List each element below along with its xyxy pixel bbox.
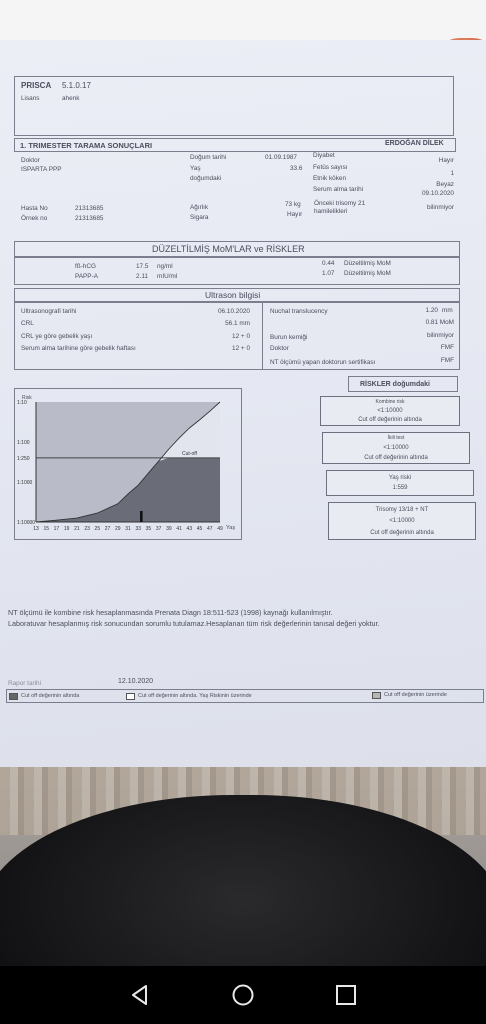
doctor-value: ISPARTA PPP bbox=[21, 166, 62, 173]
mom-row-mom: 1.07 bbox=[322, 270, 335, 277]
chart-x-tick-label: 41 bbox=[176, 526, 182, 532]
chart-x-tick-label: 27 bbox=[104, 526, 111, 532]
report-date-label: Rapor tarihi bbox=[8, 680, 42, 687]
chart-x-tick-label: 47 bbox=[206, 526, 213, 532]
us-doctor-value: FMF bbox=[440, 344, 454, 351]
chart-y-tick-label: 1:250 bbox=[17, 455, 30, 462]
sample-no-value: 21313685 bbox=[75, 215, 104, 222]
chart-y-tick-label: 1:100 bbox=[17, 440, 30, 446]
risk-box-double-test bbox=[322, 432, 470, 464]
mom-row-unit: mIU/ml bbox=[157, 273, 178, 280]
background-lap bbox=[0, 765, 486, 965]
risk-box-status: Cut off değerinin altında bbox=[364, 455, 428, 461]
chart-x-tick-label: 25 bbox=[94, 526, 101, 532]
nasal-value: bilinmiyor bbox=[427, 332, 454, 339]
risks-title: RİSKLER doğumdaki bbox=[360, 381, 431, 388]
chart-y-tick-label: 1:10 bbox=[17, 400, 27, 406]
ga-serum-label: Serum alma tarihine göre gebelik haftası bbox=[21, 345, 136, 352]
chart-x-tick-label: 43 bbox=[186, 526, 193, 532]
navigation-bar bbox=[0, 966, 486, 1024]
ga-crl-label: CRL ye göre gebelik yaşı bbox=[21, 333, 93, 340]
legend-swatch-above bbox=[372, 692, 381, 699]
age-label: Yaş bbox=[190, 165, 201, 172]
risk-box-combined bbox=[320, 396, 460, 426]
section1-doctor: ERDOĞAN DİLEK bbox=[385, 140, 444, 147]
mom-row-value: 2.11 bbox=[136, 273, 148, 280]
chart-x-tick-label: 15 bbox=[43, 526, 50, 532]
mom-row-name: fß-hCG bbox=[75, 263, 96, 270]
section1-title: 1. TRIMESTER TARAMA SONUÇLARI bbox=[20, 141, 153, 150]
footer-note-2: Laboratuvar hesaplanmış risk sonucundan sorumlu tutulamaz.Hesaplanan tüm risk değerlerinin tanısal değeri yoktur. bbox=[8, 619, 380, 628]
serum-date-value: 09.10.2020 bbox=[422, 190, 454, 197]
sample-no-label: Örnek no bbox=[21, 215, 48, 222]
smoking-value: Hayır bbox=[287, 211, 303, 218]
nasal-label: Burun kemiği bbox=[270, 334, 308, 341]
diabetes-value: Hayır bbox=[438, 157, 454, 164]
prev-trisomy-label: Önceki trisomy 21 bbox=[314, 200, 366, 207]
crl-label: CRL bbox=[21, 320, 34, 327]
legend-swatch-below bbox=[9, 693, 18, 700]
nt-mom: 0.81 MoM bbox=[425, 319, 454, 326]
mom-row-unit: ng/ml bbox=[157, 263, 173, 270]
mom-row-mom: 0.44 bbox=[322, 260, 335, 267]
chart-y-tick-label: 1:10000 bbox=[17, 520, 36, 526]
birth-date-label: Doğum tarihi bbox=[190, 154, 227, 161]
birth-date-value: 01.09.1987 bbox=[265, 154, 297, 161]
prev-trisomy-value: bilinmiyor bbox=[427, 204, 454, 211]
fetus-value: 1 bbox=[450, 170, 454, 177]
weight-label: Ağırlık bbox=[190, 204, 209, 211]
mom-row-name: PAPP-A bbox=[75, 273, 98, 280]
chart-x-tick-label: 29 bbox=[114, 526, 121, 532]
fetus-label: Fetüs sayısı bbox=[313, 164, 348, 171]
mom-title: DÜZELTİLMİŞ MoM'LAR ve RİSKLER bbox=[152, 244, 305, 254]
risk-box-status: Cut off değerinin altında bbox=[358, 417, 422, 423]
chart-x-tick-label: 21 bbox=[74, 526, 80, 532]
legend-above: Cut off değerinin üzerinde bbox=[384, 692, 447, 698]
ultrasound-divider bbox=[262, 302, 263, 370]
risk-box-value: <1:10000 bbox=[377, 408, 403, 414]
risk-box-title: Kombine risk bbox=[375, 399, 405, 405]
chart-cutoff-label: Cut-off bbox=[182, 450, 197, 457]
chart-x-tick-label: 35 bbox=[145, 526, 152, 532]
nt-cert-label: NT ölçümü yapan doktorun sertifikası bbox=[270, 359, 376, 366]
ethnic-label: Etnik köken bbox=[313, 175, 347, 182]
weight-value: 73 kg bbox=[285, 201, 301, 208]
crl-value: 56.1 mm bbox=[225, 320, 250, 327]
nt-cert-value: FMF bbox=[440, 357, 454, 364]
us-doctor-label: Doktor bbox=[270, 345, 289, 352]
mom-table bbox=[14, 257, 460, 285]
serum-date-label: Serum alma tarihi bbox=[313, 186, 364, 193]
risk-box-value: <1:10000 bbox=[383, 445, 409, 451]
footer-note-1: NT ölçümü ile kombine risk hesaplanmasında Prenata Diagn 18:511-523 (1998) kaynağı kullanılmıştır. bbox=[8, 608, 333, 617]
ethnic-value: Beyaz bbox=[436, 181, 454, 188]
smoking-label: Sigara bbox=[190, 214, 209, 221]
risk-chart bbox=[14, 388, 242, 540]
home-icon[interactable] bbox=[230, 982, 256, 1008]
prev-trisomy-label2: hamilelikleri bbox=[314, 208, 348, 215]
risk-box-value: <1:10000 bbox=[389, 518, 415, 524]
chart-x-tick-label: 31 bbox=[125, 526, 131, 532]
ultrasound-title: Ultrason bilgisi bbox=[205, 290, 261, 300]
chart-x-tick-label: 33 bbox=[135, 526, 142, 532]
mom-row-mom-label: Düzeltilmiş MoM bbox=[344, 270, 391, 277]
chart-x-tick-label: 17 bbox=[53, 526, 60, 532]
chart-x-tick-label: 19 bbox=[63, 526, 70, 532]
legend-age: Cut off değerinin altında. Yaş Riskinin üzerinde bbox=[138, 693, 252, 699]
chart-xlabel: Yaş bbox=[226, 525, 236, 531]
risk-box-title: İkili test bbox=[387, 435, 405, 441]
chart-x-tick-label: 23 bbox=[84, 526, 90, 532]
risk-box-value: 1:559 bbox=[392, 485, 408, 491]
chart-x-tick-label: 13 bbox=[33, 526, 39, 532]
mom-row-mom-label: Düzeltilmiş MoM bbox=[344, 260, 391, 267]
diabetes-label: Diyabet bbox=[313, 152, 335, 159]
chart-ylabel: Risk bbox=[22, 395, 32, 401]
us-date-label: Ultrasonografi tarihi bbox=[21, 308, 77, 315]
report-date-value: 12.10.2020 bbox=[118, 678, 154, 685]
app-name: PRISCA bbox=[21, 81, 52, 90]
legend-swatch-age bbox=[126, 693, 135, 700]
chart-x-tick-label: 39 bbox=[166, 526, 172, 532]
delivery-label: doğumdaki bbox=[190, 175, 222, 182]
chart-y-tick-label: 1:1000 bbox=[17, 480, 33, 486]
nt-value: 1.20 bbox=[425, 307, 438, 314]
age-value: 33.6 bbox=[290, 165, 303, 172]
nt-label: Nuchal translucency bbox=[270, 308, 328, 315]
chart-x-tick-label: 45 bbox=[196, 526, 203, 532]
us-date-value: 06.10.2020 bbox=[218, 308, 250, 315]
legend-below: Cut off değerinin altında bbox=[21, 693, 80, 699]
risk-box-title: Trisomy 13/18 + NT bbox=[375, 507, 429, 513]
nt-unit: mm bbox=[442, 307, 453, 314]
app-version: 5.1.0.17 bbox=[62, 81, 91, 90]
back-icon[interactable] bbox=[127, 982, 153, 1008]
license-label: Lisans bbox=[21, 95, 40, 102]
risk-box-age bbox=[326, 470, 474, 496]
risk-box-trisomy bbox=[328, 502, 476, 540]
doctor-label: Doktor bbox=[21, 157, 40, 164]
ga-crl-value: 12 + 0 bbox=[232, 333, 250, 340]
patient-no-value: 21313685 bbox=[75, 205, 104, 212]
mom-row-value: 17.5 bbox=[136, 263, 149, 270]
recents-icon[interactable] bbox=[333, 982, 359, 1008]
chart-x-tick-label: 37 bbox=[155, 526, 162, 532]
ga-serum-value: 12 + 0 bbox=[232, 345, 250, 352]
background-top bbox=[0, 0, 486, 40]
risk-box-title: Yaş riski bbox=[388, 475, 412, 481]
report-sheet bbox=[0, 40, 486, 767]
license-value: ahenk bbox=[62, 95, 80, 102]
chart-age-marker bbox=[140, 511, 143, 522]
risk-box-status: Cut off değerinin altında bbox=[370, 530, 434, 536]
chart-x-tick-label: 49 bbox=[217, 526, 223, 532]
patient-no-label: Hasta No bbox=[21, 205, 48, 212]
